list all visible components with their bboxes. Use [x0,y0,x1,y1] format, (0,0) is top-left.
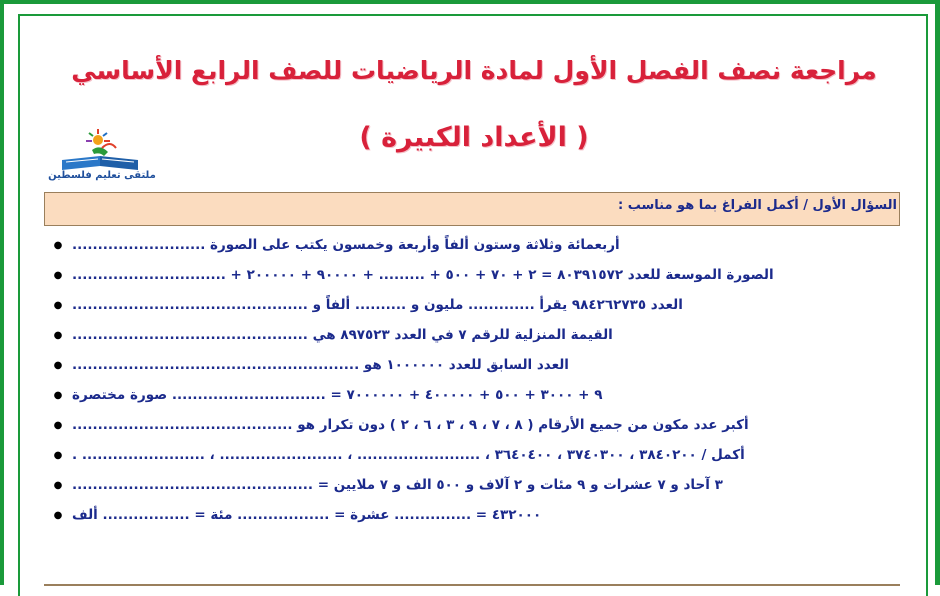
bullet-icon: ● [53,449,63,461]
bullet-icon: ● [53,239,63,251]
list-item [44,440,900,470]
list-item [44,500,900,530]
bullet-icon: ● [53,269,63,281]
item-text: العدد ٩٨٤٢٦٢٧٣٥ يقرأ ............. مليون و .......... ألفاً و .............................................. [72,297,683,313]
item-text: القيمة المنزلية للرقم ٧ في العدد ٨٩٧٥٢٣ هي .............................................. [72,327,613,343]
question-header [44,192,900,226]
item-text: أكمل / ٣٨٤٠٢٠٠ ، ٣٧٤٠٣٠٠ ، ٣٦٤٠٤٠٠ ، ........................ ، ........................ ، ........................ . [72,447,745,463]
worksheet-title: مراجعة نصف الفصل الأول لمادة الرياضيات للصف الرابع الأساسي [71,56,877,85]
worksheet-subtitle: ( الأعداد الكبيرة ) [359,122,589,153]
item-text: ٣ آحاد و ٧ عشرات و ٩ مئات و ٢ آلاف و ٥٠٠ الف و ٧ ملايين = ............................................... [72,477,723,493]
item-text: ٩ + ٣٠٠٠ + ٥٠٠ + ٤٠٠٠٠٠ + ٧٠٠٠٠٠٠ = .............................. صورة مختصرة [72,387,603,403]
list-item [44,260,900,290]
logo-caption: ملتقى تعليم فلسطين [48,170,156,181]
logo-figure-icon [92,144,116,156]
item-text: الصورة الموسعة للعدد ٨٠٣٩١٥٧٢ = ٢ + ٧٠ + ٥٠٠ + ......... + ٩٠٠٠٠ + ٢٠٠٠٠٠ + .............................. [72,267,774,283]
list-item [44,380,900,410]
item-text: ٤٣٢٠٠٠ = ............... عشرة = .................. مئة = ................. ألف [72,507,542,523]
bullet-icon: ● [53,419,63,431]
logo-sun-icon [86,129,110,145]
list-item [44,350,900,380]
bullet-icon: ● [53,329,63,341]
item-text: العدد السابق للعدد ١٠٠٠٠٠٠ هو ........................................................ [72,357,569,373]
item-text: أربعمائة وثلاثة وستون ألفاً وأربعة وخمسون يكتب على الصورة .......................... [72,237,620,253]
item-text: أكبر عدد مكون من جميع الأرقام ( ٨ ، ٧ ، ٩ ، ٣ ، ٦ ، ٢ ) دون تكرار هو ........................................... [72,417,749,433]
question-items-list [44,230,900,530]
bullet-icon: ● [53,359,63,371]
list-item [44,410,900,440]
question-label: السؤال الأول / أكمل الفراغ بما هو مناسب : [618,198,897,213]
logo-book-icon [62,156,138,170]
bullet-icon: ● [53,389,63,401]
list-item [44,290,900,320]
bullet-icon: ● [53,299,63,311]
bullet-icon: ● [53,479,63,491]
list-item [44,470,900,500]
list-item [44,230,900,260]
bullet-icon: ● [53,509,63,521]
divider [44,584,900,586]
list-item [44,320,900,350]
